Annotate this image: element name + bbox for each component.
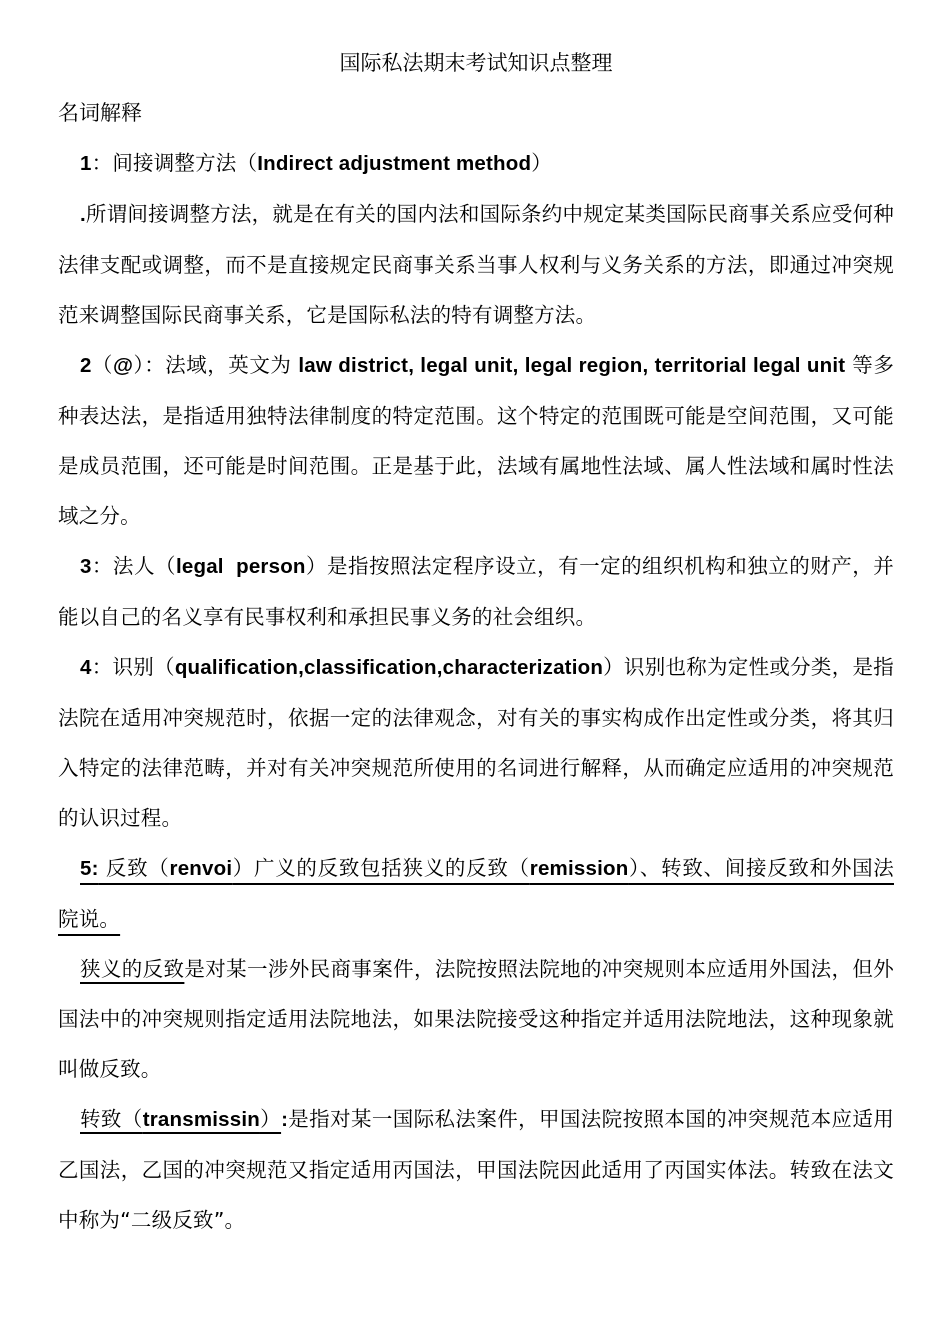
item-2-body: 等多种表达法，是指适用独特法律制度的特定范围。这个特定的范围既可能是空间范围，又可能是成员范围，还可能是时间范围。正是基于此，法域有属地性法域、属人性法域和属时性法域之分。 — [58, 353, 895, 528]
transmission-term-cn: 转致（ — [80, 1107, 143, 1131]
item-5-en-term-1: renvoi — [169, 857, 233, 880]
item-4-definition — [58, 642, 894, 843]
item-4-number: 4 — [80, 656, 92, 679]
section-heading: 名词解释 — [58, 101, 142, 125]
item-5-number: 5: — [80, 857, 99, 880]
item-3-number: 3 — [80, 555, 92, 578]
item-4-body: ）识别也称为定性或分类，是指法院在适用冲突规范时，依据一定的法律观念，对有关的事实构成作出定性或分类，将其归入特定的法律范畴，并对有关冲突规范所使用的名词进行解释，从而确定应适用的冲突规范的认识过程。 — [58, 655, 894, 830]
item-5-lead: 反致（ — [98, 856, 170, 880]
item-2-at: @ — [112, 354, 134, 377]
item-1-body: 所谓间接调整方法，就是在有关的国内法和国际条约中规定某类国际民商事关系应受何种法律支配或调整，而不是直接规定民商事关系当事人权利与义务关系的方法，即通过冲突规范来调整国际民商事关系，它是国际私法的特有调整方法。 — [58, 202, 894, 327]
narrow-renvoi-term: 狭义的反致 — [80, 957, 185, 981]
item-2-definition — [58, 340, 894, 541]
item-1-dot: . — [80, 203, 86, 226]
narrow-renvoi-definition — [58, 944, 894, 1094]
transmission-term — [80, 1107, 281, 1131]
item-3-lead: ：法人（ — [91, 554, 176, 578]
transmission-definition — [58, 1094, 894, 1245]
item-1-definition — [58, 189, 894, 340]
item-5-body: ）、转致、间接反致和外国法院说。 — [58, 856, 894, 931]
transmission-term-close: ） — [259, 1107, 282, 1131]
item-3-definition — [58, 541, 894, 642]
item-2-paren-open: （ — [91, 353, 113, 377]
item-5-en-term-2: remission — [529, 857, 629, 880]
transmission-body: 是指对某一国际私法案件，甲国法院按照本国的冲突规范本应适用乙国法，乙国的冲突规范又指定适用丙国法，甲国法院因此适用了丙国实体法。转致在法文中称为“二级反致”。 — [58, 1107, 894, 1232]
item-5-mid: ）广义的反致包括狭义的反致（ — [232, 856, 530, 880]
transmission-term-en: transmissin — [142, 1108, 260, 1131]
item-2-paren-close: ） — [133, 353, 145, 377]
item-1-term-close: ） — [531, 151, 552, 175]
item-4-en-term: qualification,classification,characterization — [174, 656, 604, 679]
item-3-body: ）是指按照法定程序设立，有一定的组织机构和独立的财产，并能以自己的名义享有民事权利和承担民事义务的社会组织。 — [58, 554, 894, 629]
document-title: 国际私法期末考试知识点整理 — [339, 51, 613, 75]
item-2-number: 2 — [80, 354, 92, 377]
narrow-renvoi-body: 是对某一涉外民商事案件，法院按照法院地的冲突规则本应适用外国法，但外国法中的冲突规则指定适用法院地法，如果法院接受这种指定并适用法院地法，这种现象就叫做反致。 — [58, 957, 894, 1081]
item-4-lead: ：识别（ — [91, 655, 175, 679]
item-1-number: 1 — [80, 152, 92, 175]
item-2-en-terms: law district, legal unit, legal region, territorial legal unit — [298, 354, 846, 377]
item-1-term-cn: 间接调整方法（ — [112, 151, 258, 175]
item-2-lead: ：法域，英文为 — [144, 353, 299, 377]
transmission-colon: : — [281, 1108, 289, 1131]
item-5-definition — [58, 843, 894, 944]
item-1-term-en: Indirect adjustment method — [257, 152, 532, 175]
item-1-heading — [58, 138, 894, 189]
item-1-sep: ： — [91, 151, 113, 175]
document-page — [58, 38, 894, 1245]
item-3-en-term: legal person — [175, 555, 306, 578]
